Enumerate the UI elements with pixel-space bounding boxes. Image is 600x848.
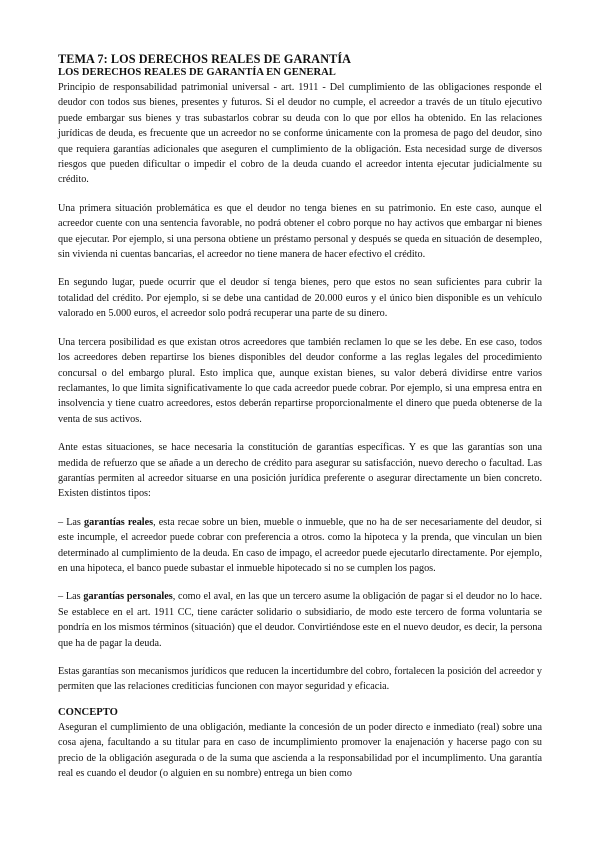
- paragraph-other-creditors: Una tercera posibilidad es que existan otros acreedores que también reclamen lo que se les debe. En ese caso, todos los acreedores deben repartirse los bienes disponibles del deudor conforme a las reglas legales del procedimiento concursal o del embargo plural. Esto implica que, aunque existan bienes, su valor deberá dividirse entre varios reclamantes, lo que limita significativamente lo que cada acreedor puede cobrar. Por ejemplo, si una empresa entra en insolvencia y tiene cuatro acreedores, estos deberán repartirse proporcionalmente el dinero que pueda obtenerse de la venta de sus activos.: [58, 336, 542, 425]
- section-subtitle: LOS DERECHOS REALES DE GARANTÍA EN GENERAL: [58, 67, 336, 78]
- list-item-prefix: – Las: [58, 516, 84, 528]
- list-item-real-guarantees: [58, 515, 542, 577]
- paragraph-no-assets: Una primera situación problemática es que el deudor no tenga bienes en su patrimonio. En este caso, aunque el acreedor cuente con una sentencia favorable, no podrá obtener el cobro porque no hay activos que embargar ni bienes que ejecutar. Por ejemplo, si una persona obtiene un préstamo personal y después se queda en situación de desempleo, sin vivienda ni cuentas bancarias, el acreedor no tiene manera de hacer efectivo el crédito.: [58, 202, 542, 261]
- list-item-personal-guarantees: [58, 589, 542, 651]
- list-item-prefix: – Las: [58, 591, 84, 603]
- paragraph-insufficient-assets: En segundo lugar, puede ocurrir que el deudor sí tenga bienes, pero que estos no sean suficientes para cubrir la totalidad del crédito. Por ejemplo, si se debe una cantidad de 20.000 euros y el único bien disponible es un vehículo valorado en 5.000 euros, el acreedor solo podrá recuperar una parte de su dinero.: [58, 277, 542, 320]
- list-item-term: garantías reales: [84, 516, 154, 528]
- list-item-text: , esta recae sobre un bien, mueble o inmueble, que no ha de ser necesariamente del deudor, si este incumple, el acreedor puede cobrar con preferencia a otros. como la hipoteca y la prenda, que vinculan un bien determinado al cumplimiento de la deuda. En caso de impago, el acreedor puede ejecutarlo directamente. Por ejemplo, en una hipoteca, el banco puede subastar el inmueble hipotecado si no se cumplen los pagos.: [58, 516, 542, 574]
- paragraph-intro: Principio de responsabilidad patrimonial universal - art. 1911 - Del cumplimiento de las obligaciones responde el deudor con todos sus bienes, presentes y futuros. Si el deudor no cumple, el acreedor a través de un título ejecutivo puede embargar sus bienes y tras subastarlos cobrar su deuda con lo que por ellos ha obtenido. En las relaciones jurídicas de deuda, es frecuente que un acreedor no se conforme únicamente con la promesa de pago del deudor, sino que requiera garantías adicionales que aseguren el cumplimiento de la obligación. Esta necesidad surge de diversos riesgos que pueden dificultar o impedir el cobro de la deuda cuando el acreedor intenta ejecutar judicialmente su crédito.: [58, 82, 542, 186]
- paragraph-concept: Aseguran el cumplimiento de una obligación, mediante la concesión de un poder directo e inmediato (real) sobre una cosa ajena, facultando a su titular para en caso de incumplimiento promover la enajenación y hacerse pago con su precio de la obligación asegurada o de la suma que ascienda a la responsabilidad por el incumplimento. Una garantía real es cuando el deudor (o alguien en su nombre) entrega un bien como: [58, 721, 542, 780]
- paragraph-closing: Estas garantías son mecanismos jurídicos que reducen la incertidumbre del cobro, fortalecen la posición del acreedor y permiten que las relaciones crediticias funcionen con mayor seguridad y eficacia.: [58, 666, 543, 693]
- concept-heading: CONCEPTO: [58, 706, 118, 718]
- list-item-text: , como el aval, en las que un tercero asume la obligación de pagar si el deudor no lo hace. Se establece en el art. 1911 CC, tiene carácter solidario o subsidiario, de modo este tercero de forma voluntaria se pondría en los mismos términos (situación) que el deudor. Convirtiéndose este en el nuevo deudor, es decir, la persona que ha de pagar la deuda.: [58, 591, 542, 649]
- list-item-term: garantías personales: [83, 591, 173, 603]
- page-title: TEMA 7: LOS DERECHOS REALES DE GARANTÍA: [58, 52, 352, 66]
- document-page: [58, 52, 542, 792]
- paragraph-guarantees-intro: Ante estas situaciones, se hace necesaria la constitución de garantías específicas. Y es que las garantías son una medida de refuerzo que se añade a un derecho de crédito para asegurar su satisfacción, nuevo derecho o facultad. Las garantías permiten al acreedor situarse en una posición jurídica preferente o asegurar directamente un bien concreto. Existen distintos tipos:: [58, 442, 542, 500]
